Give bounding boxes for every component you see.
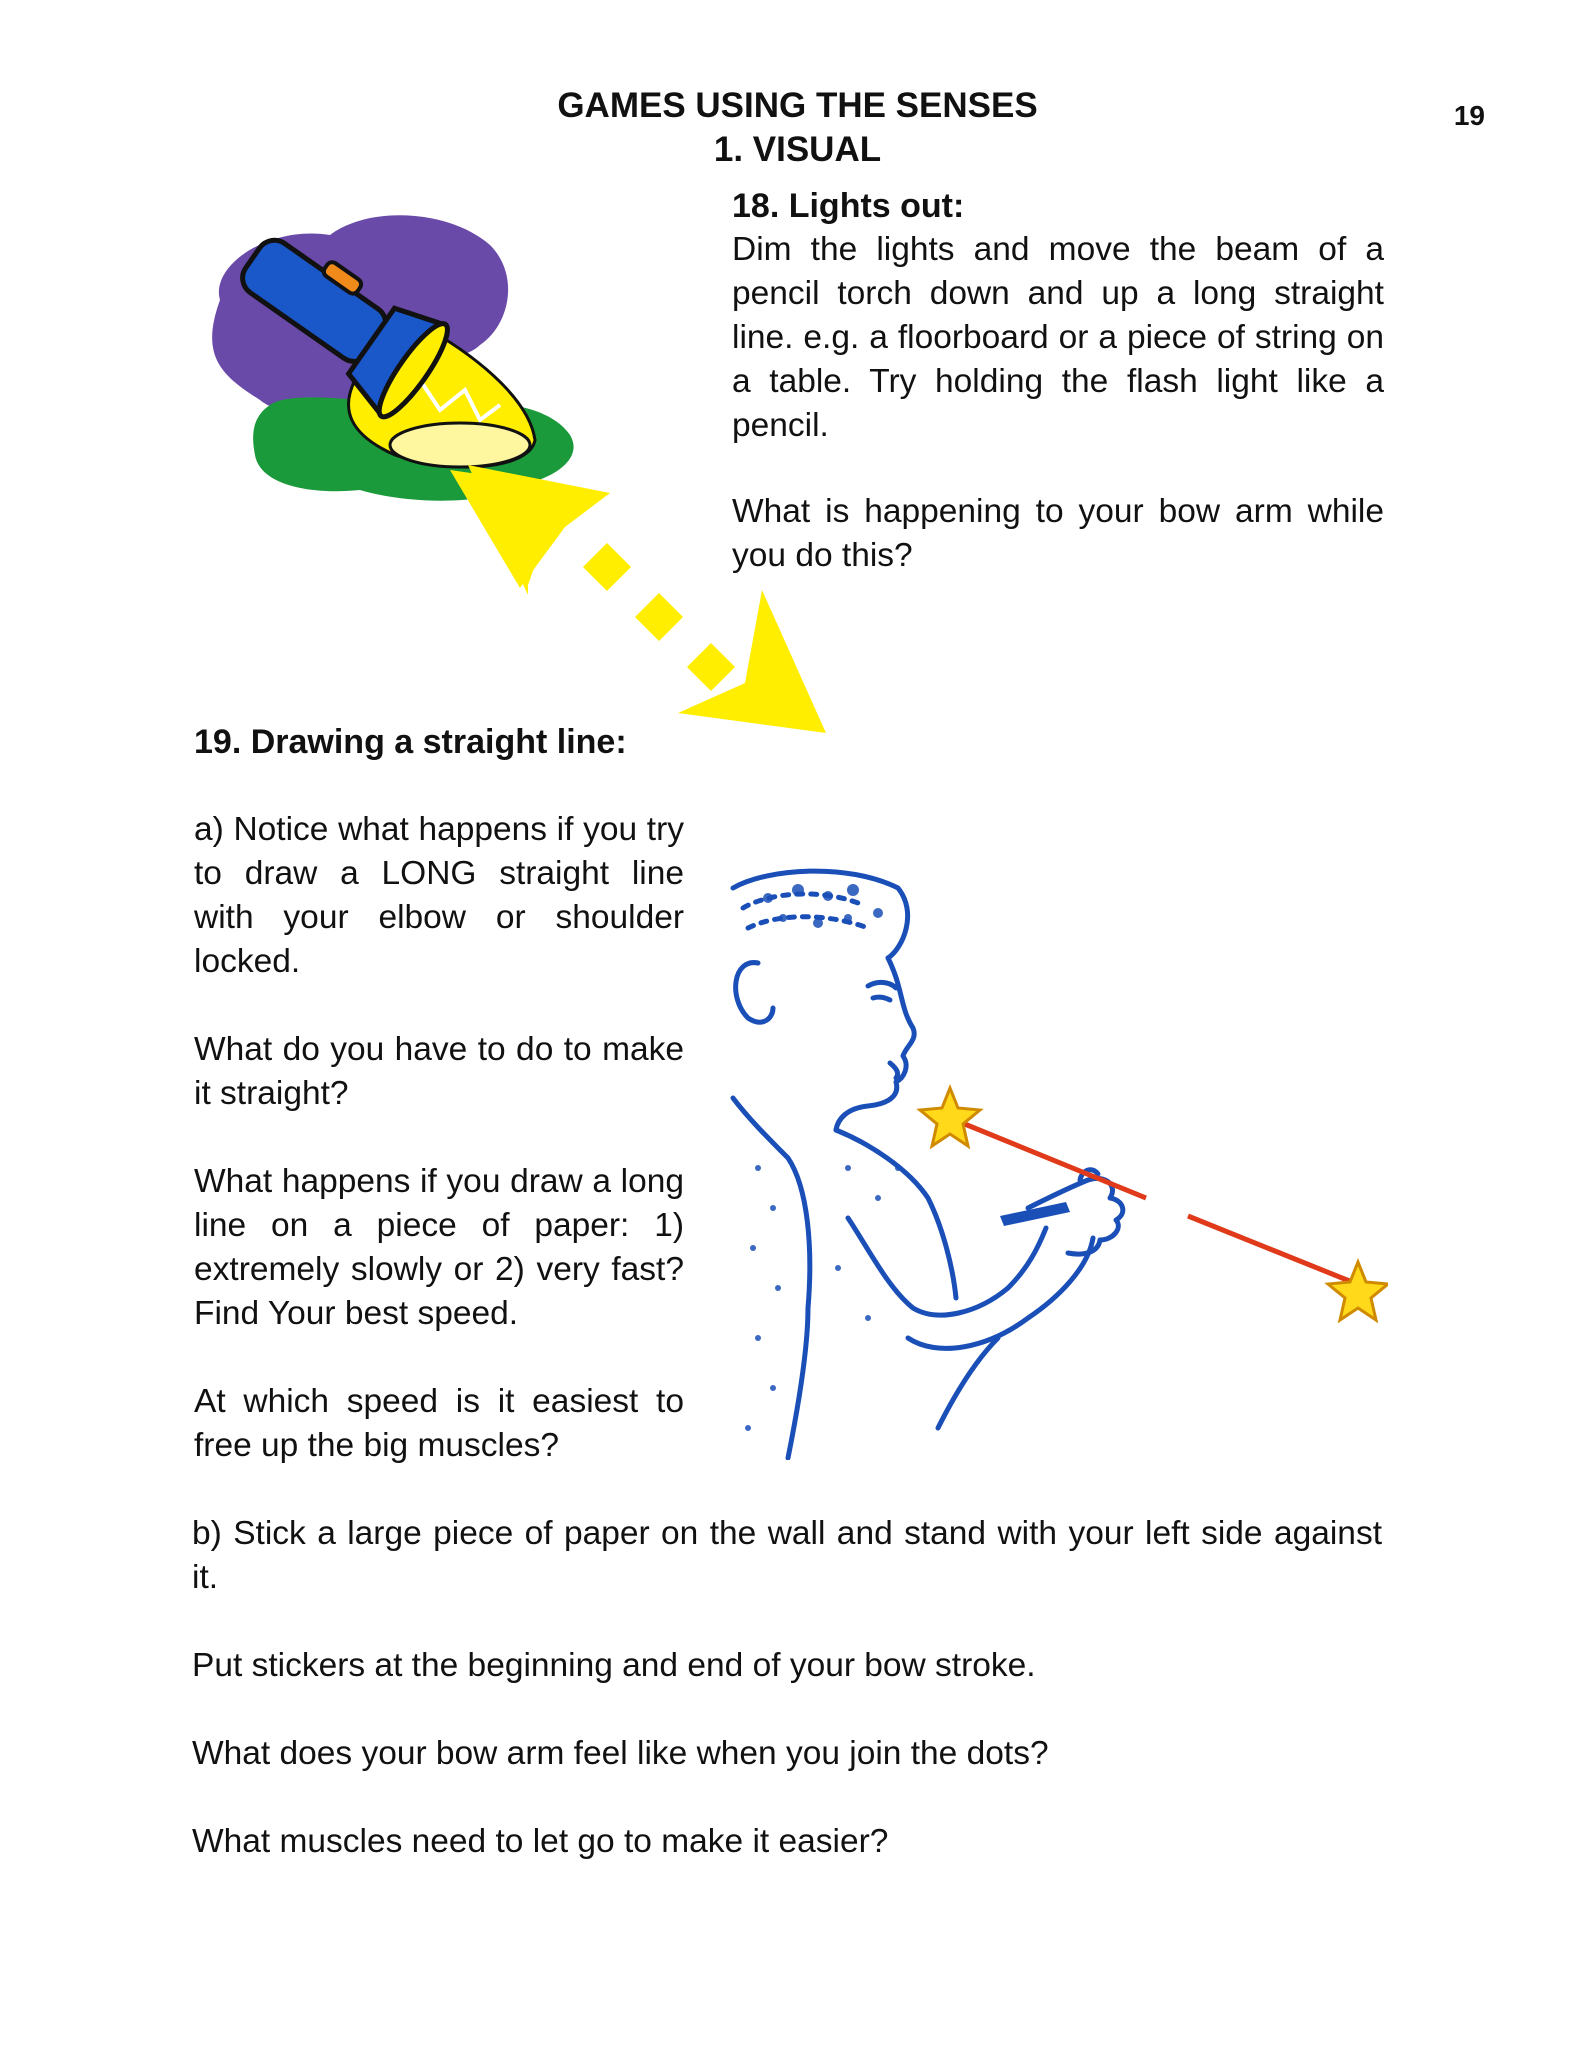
section-19a-paragraph-2: What do you have to do to make it straight? — [194, 1031, 684, 1112]
section-19-heading: 19. Drawing a straight line: — [194, 723, 627, 761]
arm-outline — [848, 1218, 1046, 1315]
section-18-paragraph-1: Dim the lights and move the beam of a pencil torch down and up a long straight line. e.g. a floorboard or a piece of string on a table. Try holding the flash light like a pencil. — [732, 231, 1384, 444]
line-segment-1 — [950, 1118, 1146, 1198]
star-start — [920, 1088, 980, 1146]
section-19a-paragraph-3: What happens if you draw a long line on a piece of paper: 1) extremely slowly or 2) very fast? Find Your best speed. — [194, 1163, 684, 1332]
section-19b-paragraph-1: b) Stick a large piece of paper on the wall and stand with your left side against it. — [192, 1515, 1382, 1596]
boy-drawing-illustration — [728, 868, 1388, 1460]
star-end — [1328, 1262, 1388, 1320]
section-18-heading: 18. Lights out: — [732, 187, 965, 225]
title-line-2: 1. VISUAL — [713, 130, 882, 169]
title-line-1: GAMES USING THE SENSES — [557, 86, 1038, 125]
page-number: 19 — [1453, 100, 1485, 131]
section-19a-paragraph-1: a) Notice what happens if you try to draw a LONG straight line with your elbow or shoulder locked. — [194, 811, 684, 980]
section-19b-paragraph-2: Put stickers at the beginning and end of your bow stroke. — [192, 1647, 1036, 1684]
section-18-paragraph-2: What is happening to your bow arm while you do this? — [732, 493, 1384, 574]
section-19b-paragraph-3: What does your bow arm feel like when you join the dots? — [192, 1735, 1049, 1772]
section-19b-paragraph-4: What muscles need to let go to make it easier? — [192, 1823, 889, 1860]
page-title — [0, 84, 1583, 172]
line-segment-2 — [1188, 1216, 1352, 1282]
ear — [736, 963, 773, 1023]
back-outline — [733, 1098, 810, 1458]
neck-shoulder — [836, 1130, 956, 1298]
section-19a-paragraph-4: At which speed is it easiest to free up the big muscles? — [194, 1383, 684, 1464]
sleeve-line — [938, 1338, 998, 1428]
